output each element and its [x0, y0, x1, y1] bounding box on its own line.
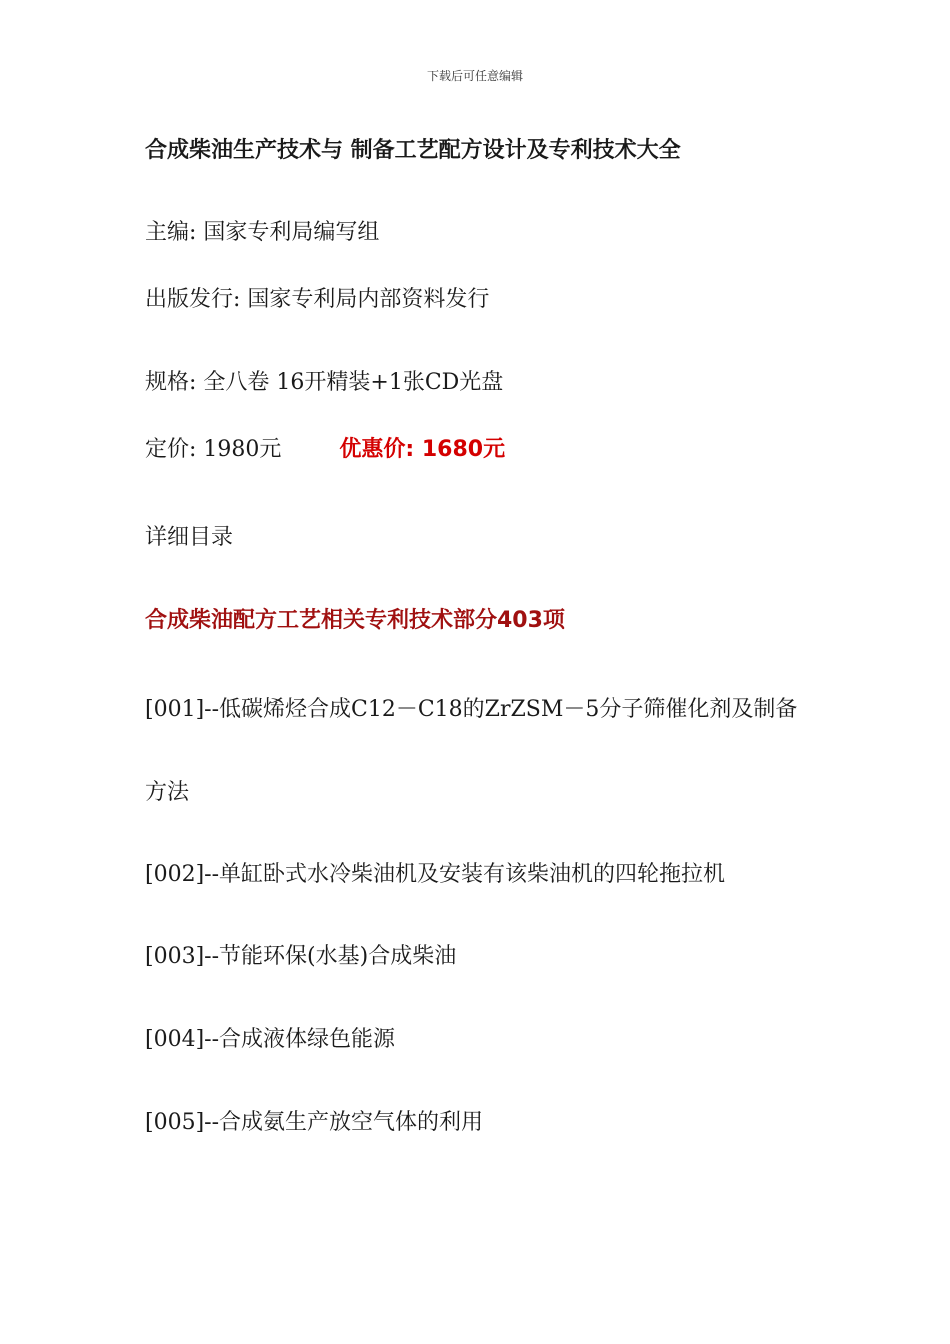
section-heading: 合成柴油配方工艺相关专利技术部分403项: [145, 608, 565, 633]
document-title: 合成柴油生产技术与 制备工艺配方设计及专利技术大全: [145, 138, 681, 163]
price-row: [145, 435, 505, 465]
publisher-line: 出版发行: 国家专利局内部资料发行: [145, 287, 490, 312]
promo-price: 优惠价: 1680元: [339, 437, 506, 462]
specification-line: 规格: 全八卷 16开精装+1张CD光盘: [145, 370, 504, 395]
toc-label: 详细目录: [145, 525, 234, 550]
toc-item-continuation: 方法: [145, 780, 190, 805]
list-price: 定价: 1980元: [145, 437, 282, 462]
toc-item: [003]--节能环保(水基)合成柴油: [145, 944, 457, 969]
editor-line: 主编: 国家专利局编写组: [145, 220, 380, 245]
toc-item: [004]--合成液体绿色能源: [145, 1027, 396, 1052]
toc-item: [002]--单缸卧式水冷柴油机及安装有该柴油机的四轮拖拉机: [145, 862, 726, 887]
toc-item: [001]--低碳烯烃合成C12－C18的ZrZSM－5分子筛催化剂及制备: [145, 697, 798, 722]
page-header-note: 下载后可任意编辑: [426, 69, 523, 83]
toc-item: [005]--合成氨生产放空气体的利用: [145, 1110, 484, 1135]
